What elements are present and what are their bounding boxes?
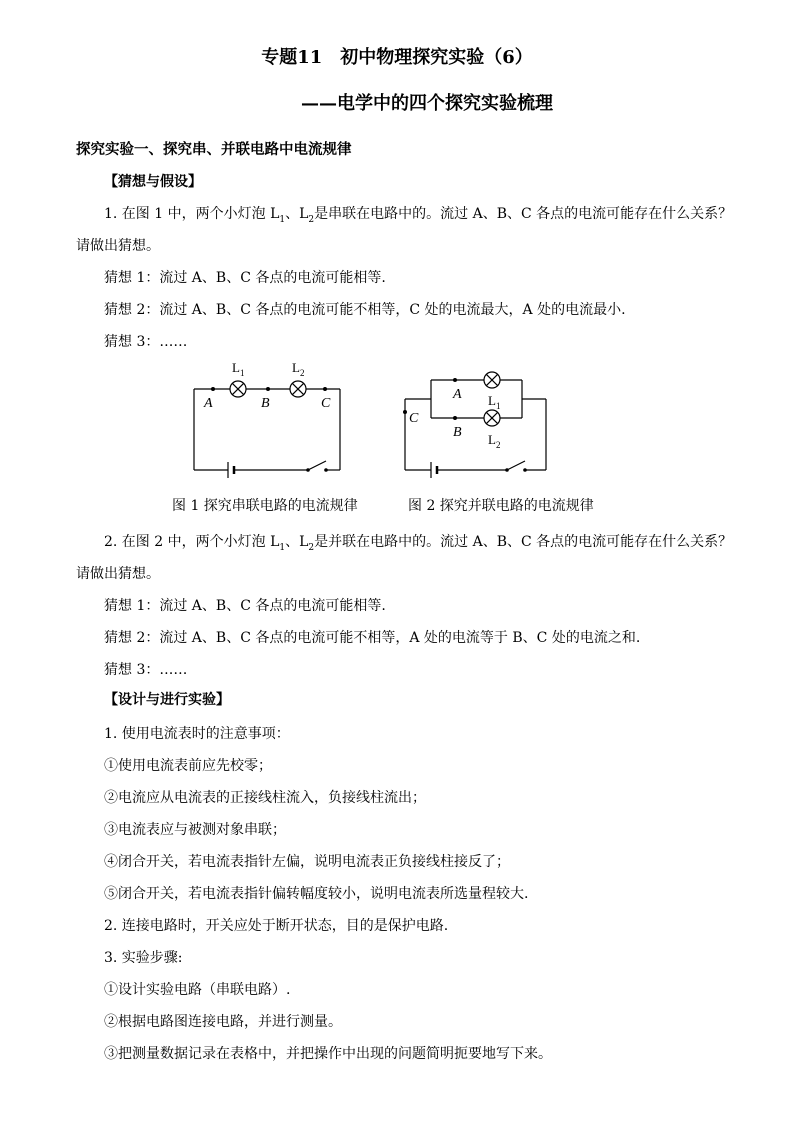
fig1-label-l2: L xyxy=(292,360,300,375)
fig1-label-b: B xyxy=(261,396,270,411)
design-item-3-2: ②根据电路图连接电路，并进行测量。 xyxy=(104,1014,342,1030)
svg-text:2: 2 xyxy=(300,368,305,378)
guess-2-2: 猜想 2：流过 A、B、C 各点的电流可能不相等，A 处的电流等于 B、C 处的电流之和. xyxy=(104,630,641,646)
question-2: 2. 在图 2 中，两个小灯泡 $L_1$、$L_2$是并联在电路中的。流过 A、B、C 各点的电流可能存在什么关系？ xyxy=(104,534,733,553)
design-item-1-4: ④闭合开关，若电流表指针左偏，说明电流表正负接线柱接反了； xyxy=(104,854,510,870)
figure-1-caption: 图 1 探究串联电路的电流规律 xyxy=(172,498,358,514)
guess-1-1: 猜想 1：流过 A、B、C 各点的电流可能相等. xyxy=(104,270,386,286)
guess-1-3: 猜想 3：…… xyxy=(104,334,188,350)
section-heading: 探究实验一、探究串、并联电路中电流规律 xyxy=(76,141,352,158)
svg-text:2: 2 xyxy=(496,440,501,450)
fig2-label-c: C xyxy=(409,411,419,426)
figure-2-parallel-circuit xyxy=(395,360,555,478)
fig2-label-a: A xyxy=(453,387,462,402)
design-item-2: 2. 连接电路时，开关应处于断开状态，目的是保护电路. xyxy=(104,918,449,934)
design-heading: 【设计与进行实验】 xyxy=(104,692,230,708)
page-subtitle: ——电学中的四个探究实验梳理 xyxy=(301,93,553,114)
fig1-label-c: C xyxy=(321,396,331,411)
guess-1-2: 猜想 2：流过 A、B、C 各点的电流可能不相等，C 处的电流最大，A 处的电流最小. xyxy=(104,302,626,318)
question-1-cont: 请做出猜想。 xyxy=(76,238,160,254)
design-item-1-1: ①使用电流表前应先校零； xyxy=(104,758,272,774)
question-2-cont: 请做出猜想。 xyxy=(76,566,160,582)
guess-2-3: 猜想 3：…… xyxy=(104,662,188,678)
guess-2-1: 猜想 1：流过 A、B、C 各点的电流可能相等. xyxy=(104,598,386,614)
design-item-3: 3. 实验步骤: xyxy=(104,950,183,966)
design-item-1-3: ③电流表应与被测对象串联； xyxy=(104,822,286,838)
fig2-label-l2: L xyxy=(488,432,496,447)
design-item-1: 1. 使用电流表时的注意事项： xyxy=(104,726,290,742)
design-item-1-5: ⑤闭合开关，若电流表指针偏转幅度较小，说明电流表所选量程较大. xyxy=(104,886,529,902)
design-item-3-1: ①设计实验电路（串联电路）. xyxy=(104,982,291,998)
figure-1-series-circuit xyxy=(180,355,360,480)
svg-text:1: 1 xyxy=(240,368,245,378)
fig1-label-l1: L xyxy=(232,360,240,375)
design-item-1-2: ②电流应从电流表的正接线柱流入，负接线柱流出； xyxy=(104,790,426,806)
design-item-3-3: ③把测量数据记录在表格中，并把操作中出现的问题简明扼要地写下来。 xyxy=(104,1046,552,1062)
hypothesis-heading: 【猜想与假设】 xyxy=(104,174,202,190)
fig2-label-l1: L xyxy=(488,393,496,408)
figure-2-caption: 图 2 探究并联电路的电流规律 xyxy=(408,498,594,514)
fig2-label-b: B xyxy=(453,425,462,440)
question-1: 1. 在图 1 中，两个小灯泡 $L_1$、$L_2$是串联在电路中的。流过 A、B、C 各点的电流可能存在什么关系？ xyxy=(104,206,733,225)
page-title: 专题11 初中物理探究实验（6） xyxy=(261,47,533,68)
fig1-label-a: A xyxy=(204,396,213,411)
svg-text:1: 1 xyxy=(496,401,501,411)
